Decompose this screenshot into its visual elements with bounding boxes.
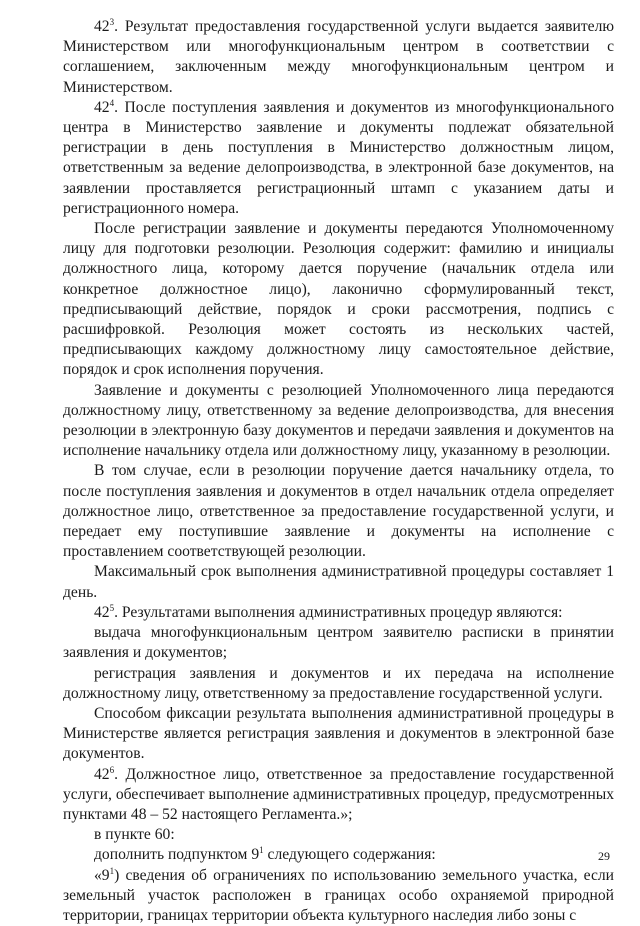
paragraph-subpoint-9-1: «$9^1$) сведения об ограничениях по использованию земельного участка, если земельный участок расположен в границах особо охраняемой природной территории, границах территории объекта культурного наследия либо зоны с bbox=[63, 865, 614, 924]
paragraph-42-6: $42^6$. Должностное лицо, ответственное за предоставление государственной услуги, обеспечивает выполнение административных процедур, предусмотренных пунктами 48 – 52 настоящего Регламента.»; bbox=[63, 764, 614, 823]
paragraph-registration: регистрация заявления и документов и их передача на исполнение должностному лицу, ответственному за предоставление государственной услуги. bbox=[63, 664, 614, 702]
paragraph-resolution: После регистрации заявление и документы передаются Уполномоченному лицу для подготовки резолюции. Резолюция содержит: фамилию и инициалы должностного лица, которому дается поручение (начальник отдела или конкретное должностное лицо), лаконично сформулированный текст, предписывающий действие, порядок и сроки рассмотрения, подпись с расшифровкой. Резолюция может состоять из нескольких частей, предписывающих каждому должностному лицу самостоятельное действие, порядок и срок исполнения поручения. bbox=[63, 220, 614, 379]
paragraph-42-5: $42^5$. Результатами выполнения административных процедур являются: bbox=[94, 602, 563, 621]
document-page bbox=[63, 17, 614, 926]
paragraph-transfer: Заявление и документы с резолюцией Уполномоченного лица передаются должностному лицу, ответственному за ведение делопроизводства, для внесения резолюции в электронную базу документов и передачи заявления и документов на исполнение начальнику отдела или должностному лицу, указанному в резолюции. bbox=[63, 381, 614, 460]
paragraph-point-60: в пункте 60: bbox=[94, 826, 175, 844]
paragraph-max-term: Максимальный срок выполнения административной процедуры составляет 1 день. bbox=[63, 563, 614, 601]
paragraph-42-4: $42^4$. После поступления заявления и документов из многофункционального центра в Министерство заявление и документы подлежат обязательной регистрации в день поступления в Министерство должностным лицом, ответственным за ведение делопроизводства, в электронной базе документов, на заявлении проставляется регистрационный штамп с указанием даты и регистрационного номера. bbox=[63, 97, 614, 217]
paragraph-receipt: выдача многофункциональным центром заявителю расписки в принятии заявления и документов; bbox=[63, 624, 614, 662]
paragraph-add-subpoint: дополнить подпунктом $9^1$ следующего содержания: bbox=[94, 845, 436, 864]
paragraph-fixation: Способом фиксации результата выполнения административной процедуры в Министерстве является регистрация заявления и документов в электронной базе документов. bbox=[63, 704, 614, 763]
paragraph-42-3: $42^3$. Результат предоставления государственной услуги выдается заявителю Министерством или многофункциональным центром в соответствии с соглашением, заключенным между многофункциональным центром и Министерством. bbox=[63, 17, 614, 96]
page-number: 29 bbox=[598, 849, 610, 863]
paragraph-department-head: В том случае, если в резолюции поручение дается начальнику отдела, то после поступления заявления и документов в отдел начальник отдела определяет должностное лицо, ответственное за предоставление государственной услуги, и передает ему поступившие заявление и документы на исполнение с проставлением соответствующей резолюции. bbox=[63, 462, 614, 561]
